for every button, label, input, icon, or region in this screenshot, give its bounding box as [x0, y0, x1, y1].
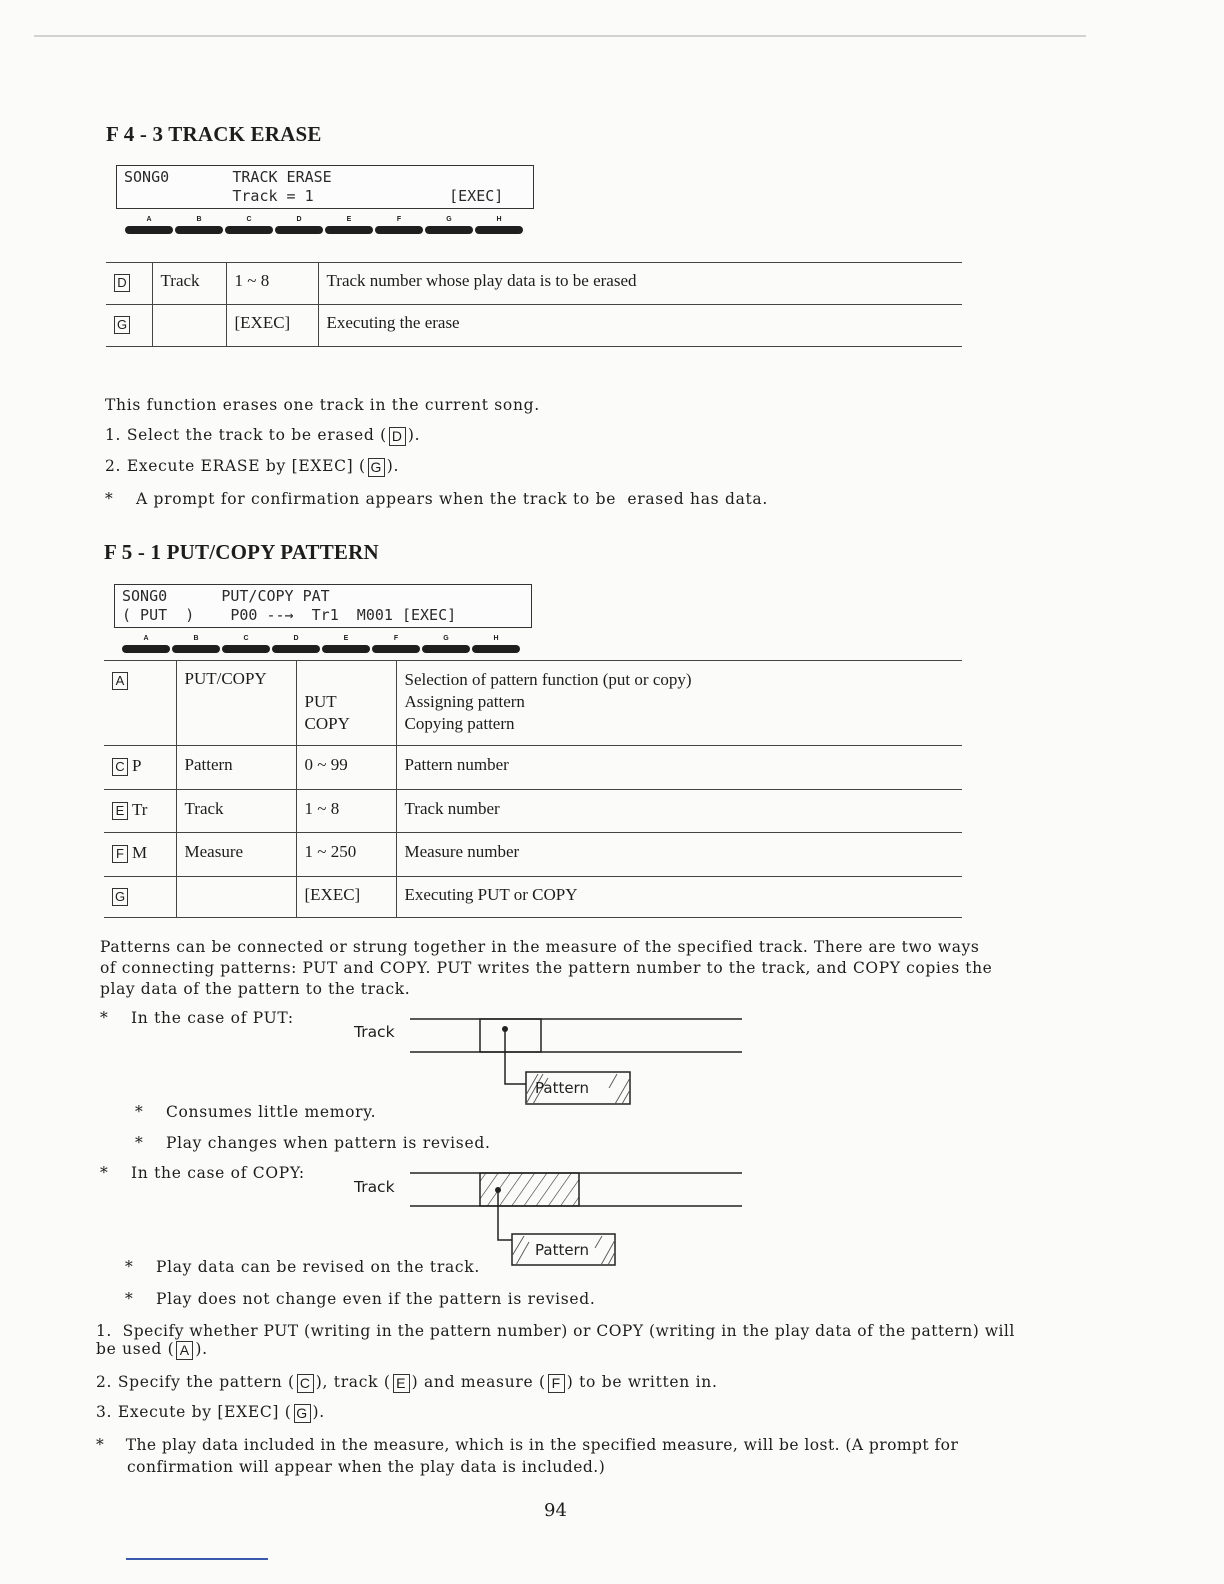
key-label: E	[343, 635, 349, 642]
step-3	[96, 1403, 325, 1423]
step-text: 1. Select the track to be erased (	[105, 426, 387, 444]
put-diagram	[405, 1012, 750, 1112]
top-rule	[34, 35, 1086, 37]
key-button[interactable]	[125, 226, 173, 234]
key-box: F	[548, 1374, 565, 1393]
desc-line: Selection of pattern function (put or copy)	[404, 670, 692, 689]
put-bullet-1: * Consumes little memory.	[135, 1103, 377, 1121]
param-desc: Executing PUT or COPY	[396, 877, 962, 918]
track-label: Track	[354, 1178, 395, 1196]
key-c[interactable]	[225, 214, 273, 234]
function-keys-row	[122, 633, 522, 663]
step-text: ), track (	[315, 1373, 391, 1391]
param-range: 1 ~ 250	[296, 833, 396, 877]
key-label: H	[493, 635, 499, 642]
key-button[interactable]	[122, 645, 170, 653]
key-button[interactable]	[372, 645, 420, 653]
key-button[interactable]	[375, 226, 423, 234]
step-1-line-2	[96, 1340, 208, 1360]
note-confirmation: * A prompt for confirmation appears when the track to be erased has data.	[105, 490, 769, 508]
key-label: A	[143, 635, 149, 642]
param-label: Track	[176, 790, 296, 833]
key-label: A	[146, 216, 152, 223]
table-row	[104, 877, 962, 918]
key-suffix: P	[132, 756, 142, 775]
key-box: A	[176, 1341, 193, 1360]
key-button[interactable]	[425, 226, 473, 234]
key-a[interactable]	[122, 633, 170, 653]
section-title-track-erase: F 4 - 3 TRACK ERASE	[106, 122, 322, 146]
key-b[interactable]	[172, 633, 220, 653]
table-row	[104, 746, 962, 790]
step-1	[105, 426, 420, 446]
key-cell	[104, 877, 176, 918]
key-h[interactable]	[475, 214, 523, 234]
key-label: F	[396, 216, 402, 223]
key-label: H	[496, 216, 502, 223]
param-range	[296, 661, 396, 746]
key-button[interactable]	[472, 645, 520, 653]
key-cell	[104, 746, 176, 790]
key-button[interactable]	[175, 226, 223, 234]
key-label: G	[446, 216, 452, 223]
key-box: G	[368, 458, 385, 477]
table-row	[104, 661, 962, 746]
lcd-line-2: ( PUT ) P00 --→ Tr1 M001 [EXEC]	[122, 606, 457, 624]
key-button[interactable]	[325, 226, 373, 234]
param-range: 0 ~ 99	[296, 746, 396, 790]
key-suffix: M	[132, 843, 148, 862]
key-cell	[104, 790, 176, 833]
key-cell	[106, 305, 152, 347]
key-button[interactable]	[322, 645, 370, 653]
section-title-put-copy: F 5 - 1 PUT/COPY PATTERN	[104, 540, 379, 564]
key-button[interactable]	[172, 645, 220, 653]
key-f[interactable]	[372, 633, 420, 653]
step-2	[96, 1373, 718, 1393]
param-desc: Pattern number	[396, 746, 962, 790]
key-box: D	[114, 274, 130, 292]
note-line-1: * The play data included in the measure, which is in the specified measure, will be lost. (A prompt for	[96, 1436, 959, 1454]
table-row	[104, 790, 962, 833]
copy-bullet-2: * Play does not change even if the pattern is revised.	[125, 1290, 596, 1308]
pattern-label: Pattern	[535, 1079, 589, 1097]
desc-line: Assigning pattern	[404, 692, 525, 711]
lcd-display-put-copy	[114, 584, 532, 628]
key-label: F	[393, 635, 399, 642]
lcd-line-1: SONG0 PUT/COPY PAT	[122, 587, 330, 605]
copy-diagram	[405, 1166, 750, 1270]
key-label: D	[293, 635, 299, 642]
param-label: Pattern	[176, 746, 296, 790]
lcd-line-1: SONG0 TRACK ERASE	[124, 168, 332, 186]
param-range: 1 ~ 8	[296, 790, 396, 833]
parameter-table-put-copy	[104, 660, 962, 918]
lcd-line-2: Track = 1 [EXEC]	[124, 187, 504, 205]
bottom-rule	[126, 1558, 268, 1560]
step-text: 3. Execute by [EXEC] (	[96, 1403, 292, 1421]
step-text: ) and measure (	[411, 1373, 546, 1391]
param-label: Measure	[176, 833, 296, 877]
key-cell	[104, 661, 176, 746]
key-label: E	[346, 216, 352, 223]
measure-box-filled	[480, 1173, 579, 1206]
key-d[interactable]	[272, 633, 320, 653]
param-label: PUT/COPY	[176, 661, 296, 746]
key-box: C	[112, 758, 128, 776]
pattern-label: Pattern	[535, 1241, 589, 1259]
key-f[interactable]	[375, 214, 423, 234]
key-button[interactable]	[225, 226, 273, 234]
param-desc: Track number whose play data is to be erased	[318, 263, 962, 305]
param-range: [EXEC]	[296, 877, 396, 918]
key-cell	[106, 263, 152, 305]
function-keys-row	[125, 214, 525, 244]
lcd-display-track-erase	[116, 165, 534, 209]
key-label: C	[243, 635, 249, 642]
step-2	[105, 457, 399, 477]
key-box: G	[114, 316, 130, 334]
step-text: ) to be written in.	[566, 1373, 718, 1391]
param-desc: Track number	[396, 790, 962, 833]
step-text: 2. Execute ERASE by [EXEC] (	[105, 457, 366, 475]
key-label: G	[443, 635, 449, 642]
key-h[interactable]	[472, 633, 520, 653]
param-range: 1 ~ 8	[226, 263, 318, 305]
description-paragraph: Patterns can be connected or strung together in the measure of the specified track. There are two ways of connecting patterns: PUT and COPY. PUT writes the pattern number to the track, and COPY copies the play data of the pattern to the track.	[100, 938, 993, 998]
key-box: D	[389, 427, 406, 446]
param-label	[176, 877, 296, 918]
param-label	[152, 305, 226, 347]
key-e[interactable]	[322, 633, 370, 653]
intro-text: This function erases one track in the current song.	[105, 396, 540, 414]
param-label: Track	[152, 263, 226, 305]
key-label: D	[296, 216, 302, 223]
key-d[interactable]	[275, 214, 323, 234]
note-line-2: confirmation will appear when the play data is included.)	[127, 1458, 606, 1476]
key-button[interactable]	[475, 226, 523, 234]
parameter-table-track-erase	[106, 262, 962, 347]
key-a[interactable]	[125, 214, 173, 234]
key-label: B	[193, 635, 199, 642]
key-g[interactable]	[422, 633, 470, 653]
key-cell	[104, 833, 176, 877]
step-text: 2. Specify the pattern (	[96, 1373, 295, 1391]
key-g[interactable]	[425, 214, 473, 234]
desc-line: Copying pattern	[404, 714, 515, 733]
key-box: G	[112, 888, 128, 906]
key-c[interactable]	[222, 633, 270, 653]
pointer-line	[505, 1029, 526, 1084]
key-button[interactable]	[222, 645, 270, 653]
key-e[interactable]	[325, 214, 373, 234]
step-1-line-1: 1. Specify whether PUT (writing in the pattern number) or COPY (writing in the play data of the pattern) will	[96, 1322, 1015, 1340]
param-desc: Measure number	[396, 833, 962, 877]
key-box: A	[112, 672, 128, 690]
put-case-heading: * In the case of PUT:	[100, 1009, 294, 1027]
key-button[interactable]	[422, 645, 470, 653]
key-suffix: Tr	[132, 800, 148, 819]
copy-bullet-1: * Play data can be revised on the track.	[125, 1258, 480, 1276]
table-row	[106, 263, 962, 305]
key-label: C	[246, 216, 252, 223]
param-desc: Executing the erase	[318, 305, 962, 347]
param-range: [EXEC]	[226, 305, 318, 347]
table-row	[106, 305, 962, 347]
key-label: B	[196, 216, 202, 223]
table-row	[104, 833, 962, 877]
param-desc	[396, 661, 962, 746]
key-button[interactable]	[272, 645, 320, 653]
range-option: PUT	[304, 692, 337, 711]
key-box: E	[393, 1374, 410, 1393]
key-button[interactable]	[275, 226, 323, 234]
measure-box	[480, 1019, 541, 1052]
step-text: ).	[312, 1403, 325, 1421]
put-bullet-2: * Play changes when pattern is revised.	[135, 1134, 491, 1152]
step-text: ).	[407, 426, 421, 444]
key-box: E	[112, 802, 128, 820]
key-box: F	[112, 845, 128, 863]
step-text: be used (	[96, 1340, 175, 1358]
track-label: Track	[354, 1023, 395, 1041]
key-b[interactable]	[175, 214, 223, 234]
key-box: C	[297, 1374, 314, 1393]
range-option: COPY	[304, 714, 350, 733]
step-text: ).	[195, 1340, 208, 1358]
page-number: 94	[544, 1500, 567, 1521]
copy-case-heading: * In the case of COPY:	[100, 1164, 305, 1182]
step-text: ).	[386, 457, 400, 475]
key-box: G	[294, 1404, 311, 1423]
